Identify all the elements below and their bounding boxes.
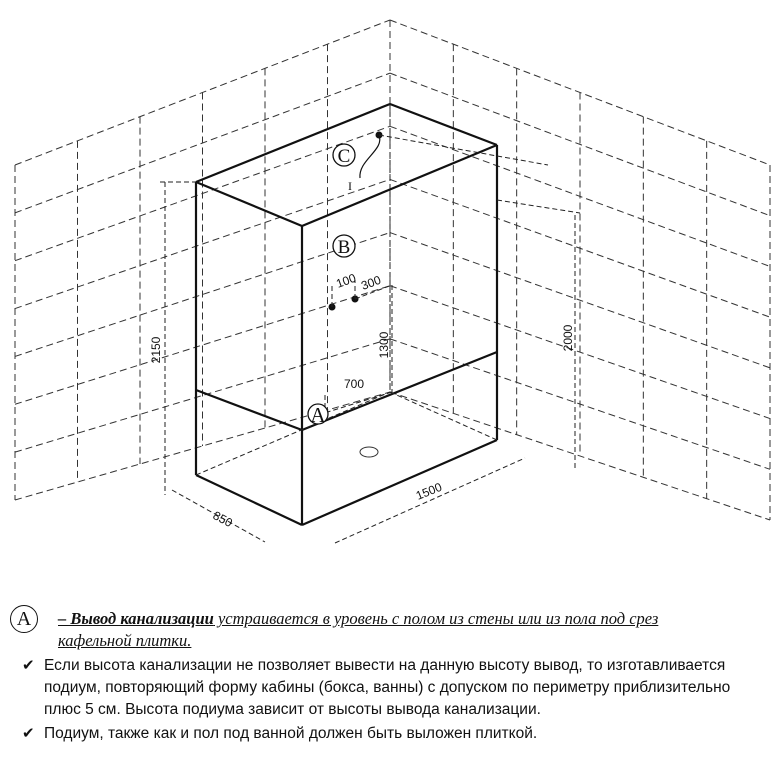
drain-icon: [360, 447, 378, 457]
bullet-list: [22, 655, 762, 747]
point-a: [308, 403, 328, 427]
dim-1500: 1500: [413, 479, 444, 503]
cable-mark: I: [348, 179, 352, 193]
definition-text: устраивается в уровень с полом из стены или из пола под срез кафельной плитки.: [58, 609, 659, 650]
marker-a: A: [10, 605, 38, 633]
box-edge: [302, 440, 497, 525]
box-edge: [390, 104, 497, 145]
dim-1300: 1300: [377, 331, 391, 359]
hidden-floor: [390, 392, 497, 440]
bullet-text: Если высота канализации не позволяет вывести на данную высоту вывод, то изготавливается подиум, повторяющий форму кабины (бокса, ванны) с допуском по периметру приблизительно плюс 5 см. Высота подиума зависит от высоты вывода канализации.: [44, 657, 731, 718]
box-edge: [196, 182, 302, 226]
cable-line: [360, 135, 380, 178]
point-c-label: C: [337, 146, 351, 167]
definition-title: – Вывод канализации: [58, 609, 214, 628]
definition: [58, 608, 698, 652]
hidden-floor: [196, 392, 390, 475]
dim-line: [318, 392, 392, 415]
dim-100: 100: [334, 270, 358, 291]
check-icon: ✔: [22, 725, 35, 742]
box-edge: [302, 145, 497, 226]
tile-grid: [15, 20, 770, 520]
dim-2000: 2000: [561, 324, 575, 352]
dim-850: 850: [210, 508, 235, 531]
dim-2150: 2150: [149, 336, 163, 364]
point-c: [333, 132, 548, 194]
dim-line: [497, 200, 580, 213]
dim-300: 300: [359, 272, 383, 293]
dim-700: 700: [344, 377, 365, 391]
dim-line: [379, 135, 548, 165]
bullet-item: [22, 655, 762, 721]
bullet-item: [22, 723, 762, 745]
cabin-box: [196, 104, 497, 525]
point-b: [329, 235, 393, 311]
tray-edge: [196, 390, 302, 430]
check-icon: ✔: [22, 657, 35, 674]
point-b-label: B: [337, 237, 351, 258]
dim-line: [335, 458, 525, 543]
point-a-label: A: [310, 403, 326, 427]
bullet-text: Подиум, также как и пол под ванной должен быть выложен плиткой.: [44, 725, 538, 742]
